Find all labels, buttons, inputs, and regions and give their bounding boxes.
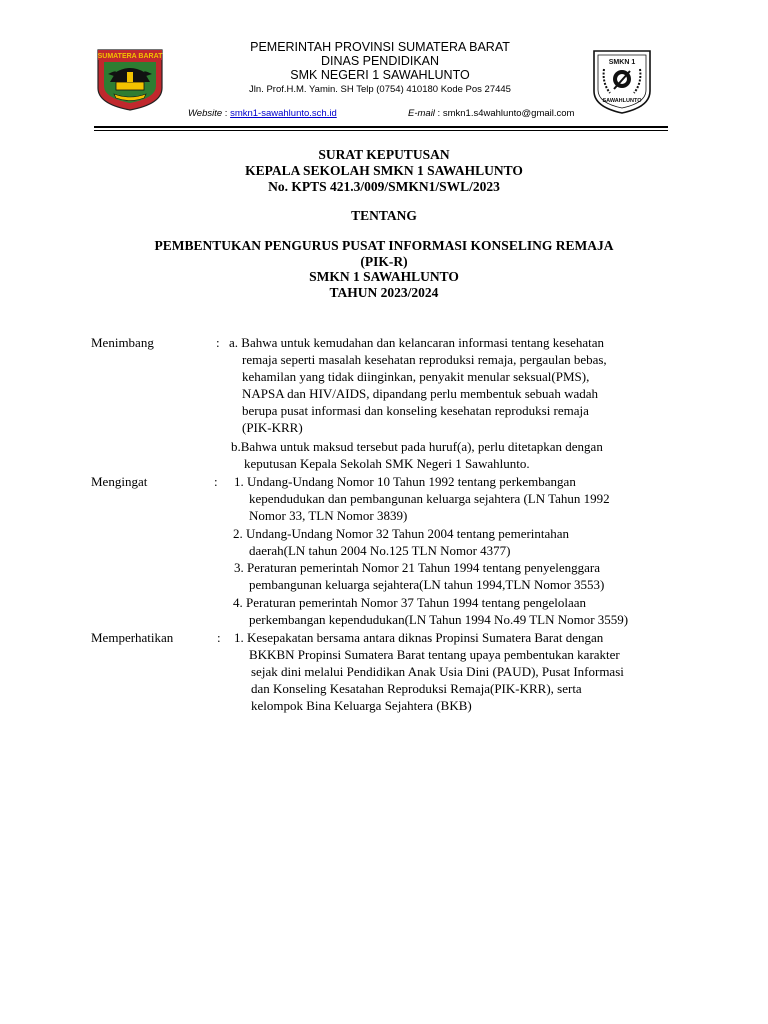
logo-bottom-text: SAWAHLUNTO: [602, 98, 642, 104]
menimbang-line: (PIK-KRR): [242, 420, 303, 435]
website-link[interactable]: smkn1-sawahlunto.sch.id: [230, 108, 337, 119]
menimbang-line: b.Bahwa untuk maksud tersebut pada huruf(a), perlu ditetapkan dengan: [231, 439, 603, 454]
letterhead-school: SMK NEGERI 1 SAWAHLUNTO: [290, 68, 470, 82]
decree-subject-2: (PIK-R): [360, 254, 408, 269]
mengingat-line: 2. Undang-Undang Nomor 32 Tahun 2004 tentang pemerintahan: [233, 526, 570, 541]
emblem-title-text: SUMATERA BARAT: [97, 53, 163, 60]
menimbang-line: remaja seperti masalah kesehatan reproduksi remaja, pergaulan bebas,: [242, 352, 607, 367]
menimbang-colon: :: [216, 335, 220, 350]
email-label: E-mail: [408, 108, 435, 119]
letterhead-address: Jln. Prof.H.M. Yamin. SH Telp (0754) 410180 Kode Pos 27445: [249, 84, 511, 95]
website-label: Website: [188, 108, 223, 119]
menimbang-label: Menimbang: [91, 335, 154, 350]
mengingat-line: kependudukan dan pembangunan keluarga sejahtera (LN Tahun 1992: [249, 491, 610, 506]
mengingat-colon: :: [214, 474, 218, 489]
memperhatikan-colon: :: [217, 630, 221, 645]
logo-top-text: SMKN 1: [608, 59, 636, 66]
memperhatikan-label: Memperhatikan: [91, 630, 174, 645]
menimbang-line: keputusan Kepala Sekolah SMK Negeri 1 Sawahlunto.: [244, 456, 530, 471]
memperhatikan-line: 1. Kesepakatan bersama antara diknas Propinsi Sumatera Barat dengan: [234, 630, 604, 645]
sumatera-barat-emblem-icon: [94, 48, 166, 112]
mengingat-line: 1. Undang-Undang Nomor 10 Tahun 1992 tentang perkembangan: [234, 474, 576, 489]
letterhead-rule-thin: [94, 130, 668, 131]
decree-subject-4: TAHUN 2023/2024: [329, 285, 439, 300]
mengingat-line: daerah(LN tahun 2004 No.125 TLN Nomor 4377): [249, 543, 511, 558]
mengingat-line: perkembangan kependudukan(LN Tahun 1994 No.49 TLN Nomor 3559): [249, 612, 629, 627]
memperhatikan-line: kelompok Bina Keluarga Sejahtera (BKB): [251, 698, 472, 713]
decree-about: TENTANG: [351, 208, 417, 223]
decree-subject-3: SMKN 1 SAWAHLUNTO: [309, 269, 459, 284]
email-separator: :: [434, 108, 443, 119]
mengingat-line: 4. Peraturan pemerintah Nomor 37 Tahun 1994 tentang pengelolaan: [233, 595, 586, 610]
letterhead-department: DINAS PENDIDIKAN: [320, 54, 440, 68]
letterhead-rule-thick: [94, 126, 668, 128]
decree-number: No. KPTS 421.3/009/SMKN1/SWL/2023: [268, 179, 500, 194]
mengingat-label: Mengingat: [91, 474, 148, 489]
memperhatikan-line: dan Konseling Kesatahan Reproduksi Remaja(PIK-KRR), serta: [251, 681, 582, 696]
mengingat-line: 3. Peraturan pemerintah Nomor 21 Tahun 1994 tentang penyelenggara: [234, 560, 600, 575]
email-address: smkn1.s4wahlunto@gmail.com: [442, 108, 575, 119]
menimbang-line: kehamilan yang tidak diinginkan, penyakit menular seksual(PMS),: [242, 369, 590, 384]
menimbang-line: berupa pusat informasi dan konseling kesehatan reproduksi remaja: [242, 403, 589, 418]
website-separator: :: [222, 108, 231, 119]
letterhead-government: PEMERINTAH PROVINSI SUMATERA BARAT: [250, 40, 510, 54]
menimbang-line: NAPSA dan HIV/AIDS, dipandang perlu membentuk sebuah wadah: [242, 386, 598, 401]
decree-issuer: KEPALA SEKOLAH SMKN 1 SAWAHLUNTO: [245, 163, 523, 178]
memperhatikan-line: sejak dini melalui Pendidikan Anak Usia Dini (PAUD), Pusat Informasi: [251, 664, 624, 679]
mengingat-line: pembangunan keluarga sejahtera(LN tahun 1994,TLN Nomor 3553): [249, 577, 605, 592]
decree-subject-1: PEMBENTUKAN PENGURUS PUSAT INFORMASI KONSELING REMAJA: [154, 238, 614, 253]
menimbang-line: a. Bahwa untuk kemudahan dan kelancaran informasi tentang kesehatan: [229, 335, 605, 350]
email-line: [408, 108, 574, 119]
memperhatikan-line: BKKBN Propinsi Sumatera Barat tentang upaya pembentukan karakter: [249, 647, 620, 662]
website-line: [188, 108, 337, 119]
decree-title: SURAT KEPUTUSAN: [318, 147, 450, 162]
mengingat-line: Nomor 33, TLN Nomor 3839): [249, 508, 408, 523]
smkn1-sawahlunto-logo-icon: [588, 47, 656, 115]
